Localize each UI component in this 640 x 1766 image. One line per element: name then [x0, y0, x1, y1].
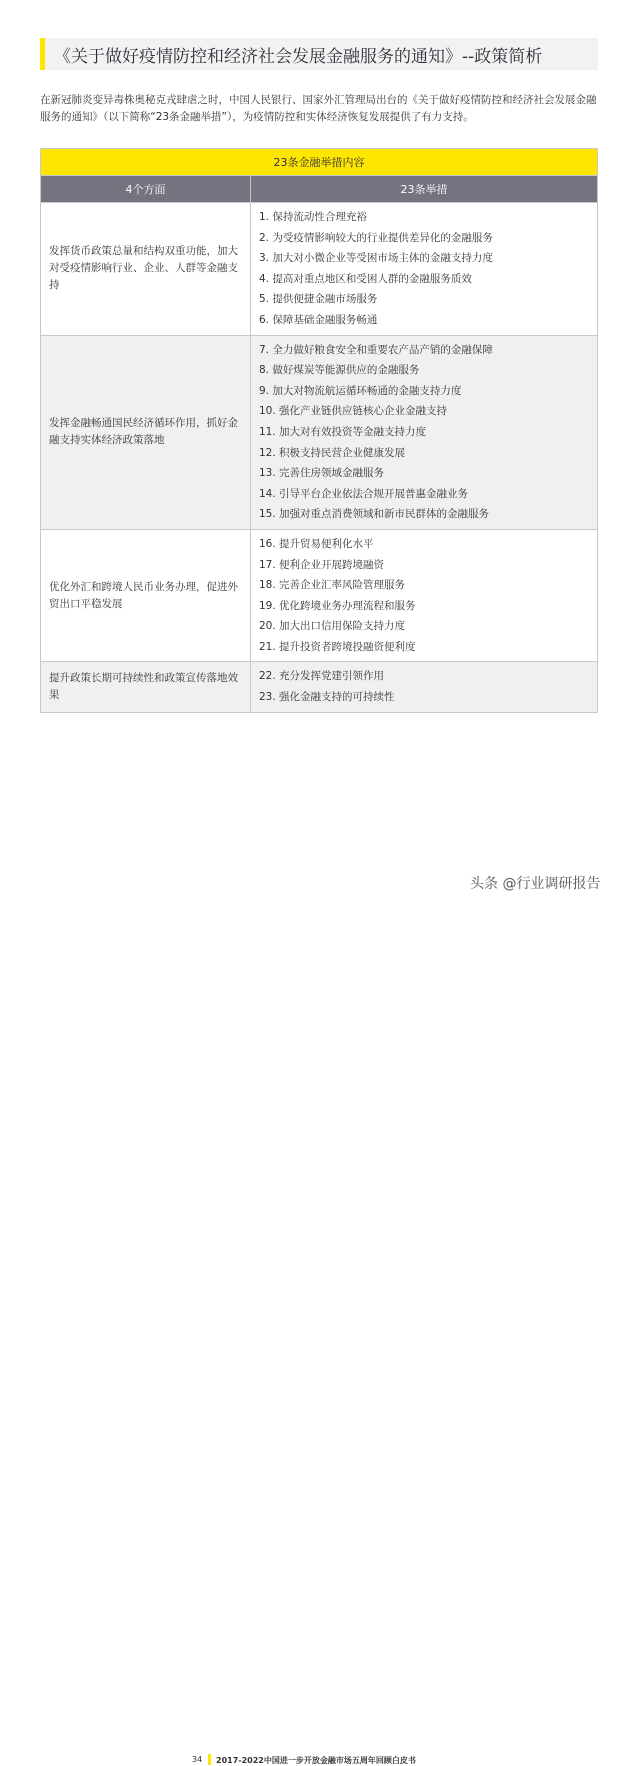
column-header-aspects: 4个方面 — [41, 176, 251, 203]
measure-item: 18. 完善企业汇率风险管理服务 — [259, 579, 406, 592]
measure-item: 4. 提高对重点地区和受困人群的金融服务质效 — [259, 272, 472, 285]
measure-item: 5. 提供便捷金融市场服务 — [259, 293, 378, 306]
page-title: 《关于做好疫情防控和经济社会发展金融服务的通知》--政策简析 — [54, 47, 543, 67]
measures-cell — [251, 335, 598, 529]
measures-cell — [251, 203, 598, 336]
footer-document-title: 2017-2022中国进一步开放金融市场五周年回顾白皮书 — [216, 1756, 416, 1765]
measures-table — [40, 148, 598, 713]
measures-cell — [251, 662, 598, 712]
measure-item: 3. 加大对小微企业等受困市场主体的金融支持力度 — [259, 252, 493, 265]
measure-item: 17. 便利企业开展跨境融资 — [259, 558, 385, 571]
measure-item: 1. 保持流动性合理充裕 — [259, 211, 367, 223]
title-accent-bar — [40, 38, 45, 70]
footer-accent-bar — [208, 1754, 211, 1765]
measure-item: 23. 强化金融支持的可持续性 — [259, 691, 395, 704]
measure-item: 6. 保障基础金融服务畅通 — [259, 313, 378, 326]
measure-item: 19. 优化跨境业务办理流程和服务 — [259, 599, 416, 612]
intro-paragraph: 在新冠肺炎变异毒株奥秘克戎肆虐之时，中国人民银行、国家外汇管理局出台的《关于做好疫情防控和经济社会发展金融服务的通知》（以下简称“23条金融举措”），为疫情防控和实体经济恢复发展提供了有力支持。 — [40, 94, 597, 123]
aspect-cell: 优化外汇和跨境人民币业务办理，促进外贸出口平稳发展 — [41, 529, 251, 662]
measure-item: 12. 积极支持民营企业健康发展 — [259, 446, 406, 459]
table-row — [41, 203, 598, 336]
table-caption-row — [41, 149, 598, 176]
watermark: 头条 @行业调研报告 — [470, 876, 601, 892]
measure-item: 22. 充分发挥党建引领作用 — [259, 670, 385, 683]
measure-item: 21. 提升投资者跨境投融资便利度 — [259, 640, 416, 653]
measure-item: 10. 强化产业链供应链核心企业金融支持 — [259, 405, 448, 418]
measure-item: 7. 全力做好粮食安全和重要农产品产销的金融保障 — [259, 343, 493, 356]
measure-item: 9. 加大对物流航运循环畅通的金融支持力度 — [259, 384, 462, 397]
measure-item: 20. 加大出口信用保险支持力度 — [259, 620, 406, 633]
page-number: 34 — [192, 1755, 203, 1764]
aspect-cell: 发挥货币政策总量和结构双重功能，加大对受疫情影响行业、企业、人群等金融支持 — [41, 203, 251, 336]
table-row — [41, 335, 598, 529]
aspect-cell: 发挥金融畅通国民经济循环作用，抓好金融支持实体经济政策落地 — [41, 335, 251, 529]
measure-item: 13. 完善住房领域金融服务 — [259, 467, 385, 480]
table-header-row — [41, 176, 598, 203]
measure-item: 11. 加大对有效投资等金融支持力度 — [259, 425, 427, 438]
table-caption: 23条金融举措内容 — [41, 149, 598, 176]
measure-item: 2. 为受疫情影响较大的行业提供差异化的金融服务 — [259, 231, 493, 244]
measure-item: 15. 加强对重点消费领域和新市民群体的金融服务 — [259, 508, 490, 521]
column-header-measures: 23条举措 — [251, 176, 598, 203]
measures-cell — [251, 529, 598, 662]
measure-item: 16. 提升贸易便利化水平 — [259, 537, 374, 550]
measure-item: 14. 引导平台企业依法合规开展普惠金融业务 — [259, 487, 469, 500]
measure-item: 8. 做好煤炭等能源供应的金融服务 — [259, 364, 420, 377]
table-row — [41, 529, 598, 662]
aspect-cell: 提升政策长期可持续性和政策宣传落地效果 — [41, 662, 251, 712]
table-row — [41, 662, 598, 712]
